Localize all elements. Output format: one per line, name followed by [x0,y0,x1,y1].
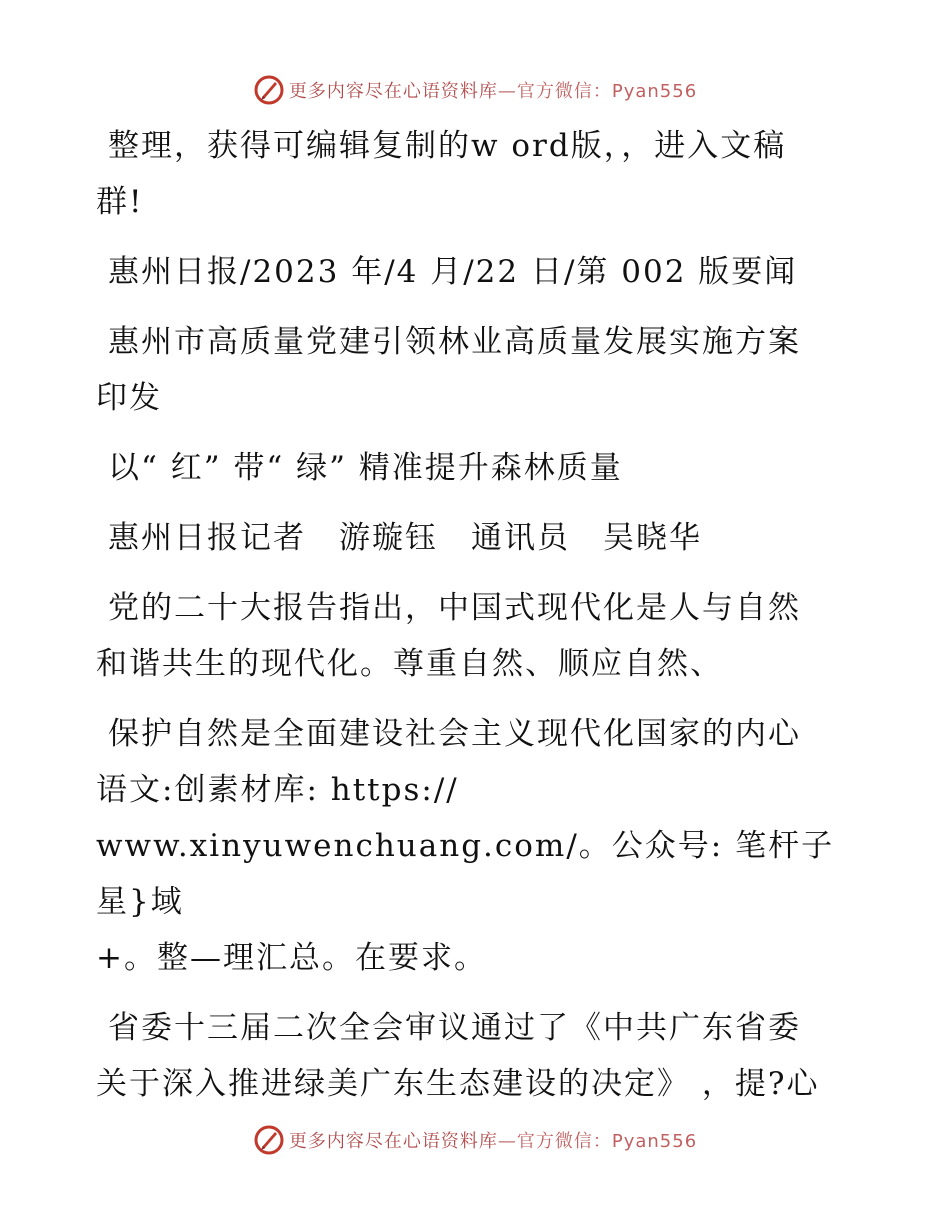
paragraph-3 [96,314,856,426]
header-wechat-label: 官方微信： [516,81,612,102]
text-line: 惠州日报/2023 年/4 月/22 日/第 002 版要闻 [108,254,798,290]
footer-wechat-id: Pyan556 [611,1131,698,1152]
paragraph-5 [96,510,856,566]
paragraph-1 [96,118,856,230]
text-line: 关于深入推进绿美广东生态建设的决定》 ，提?心 [96,1066,820,1102]
footer-banner-text [289,1127,697,1153]
paragraph-2 [96,244,856,300]
quill-logo-icon [253,1124,285,1156]
text-line: +。整—理汇总。在要求。 [96,940,487,976]
paragraph-8 [96,1000,856,1112]
text-line: www.xinyuwenchuang.com/。公众号: 笔杆子星}域 [96,828,835,920]
header-separator: — [497,81,517,102]
text-line: 以“ 红” 带“ 绿” 精准提升森林质量 [108,450,623,486]
header-wechat-id: Pyan556 [611,81,698,102]
header-brand: 更多内容尽在心语资料库 [288,81,498,102]
text-line: 惠州日报记者 游璇钰 通讯员 吴晓华 [108,520,702,556]
paragraph-4 [96,440,856,496]
text-line: 和谐共生的现代化。尊重自然、顺应自然、 [96,646,723,682]
document-body [96,118,856,1126]
footer-wechat-label: 官方微信： [516,1131,612,1152]
footer-separator: — [497,1131,517,1152]
paragraph-7 [96,706,856,986]
header-banner [0,70,950,110]
text-line: 省委十三届二次全会审议通过了《中共广东省委 [108,1010,801,1046]
footer-brand: 更多内容尽在心语资料库 [288,1131,498,1152]
quill-logo-icon [253,74,285,106]
text-line: 语文:创素材库: https:// [96,772,459,808]
text-line: 印发 [96,380,162,416]
footer-banner [0,1120,950,1160]
text-line: 整理，获得可编辑复制的w ord版，，进入文稿 [108,128,787,164]
paragraph-6 [96,580,856,692]
text-line: 保护自然是全面建设社会主义现代化国家的内心 [108,716,801,752]
text-line: 党的二十大报告指出，中国式现代化是人与自然 [108,590,801,626]
text-line: 群! [96,184,144,220]
text-line: 惠州市高质量党建引领林业高质量发展实施方案 [108,324,801,360]
header-banner-text [289,77,697,103]
